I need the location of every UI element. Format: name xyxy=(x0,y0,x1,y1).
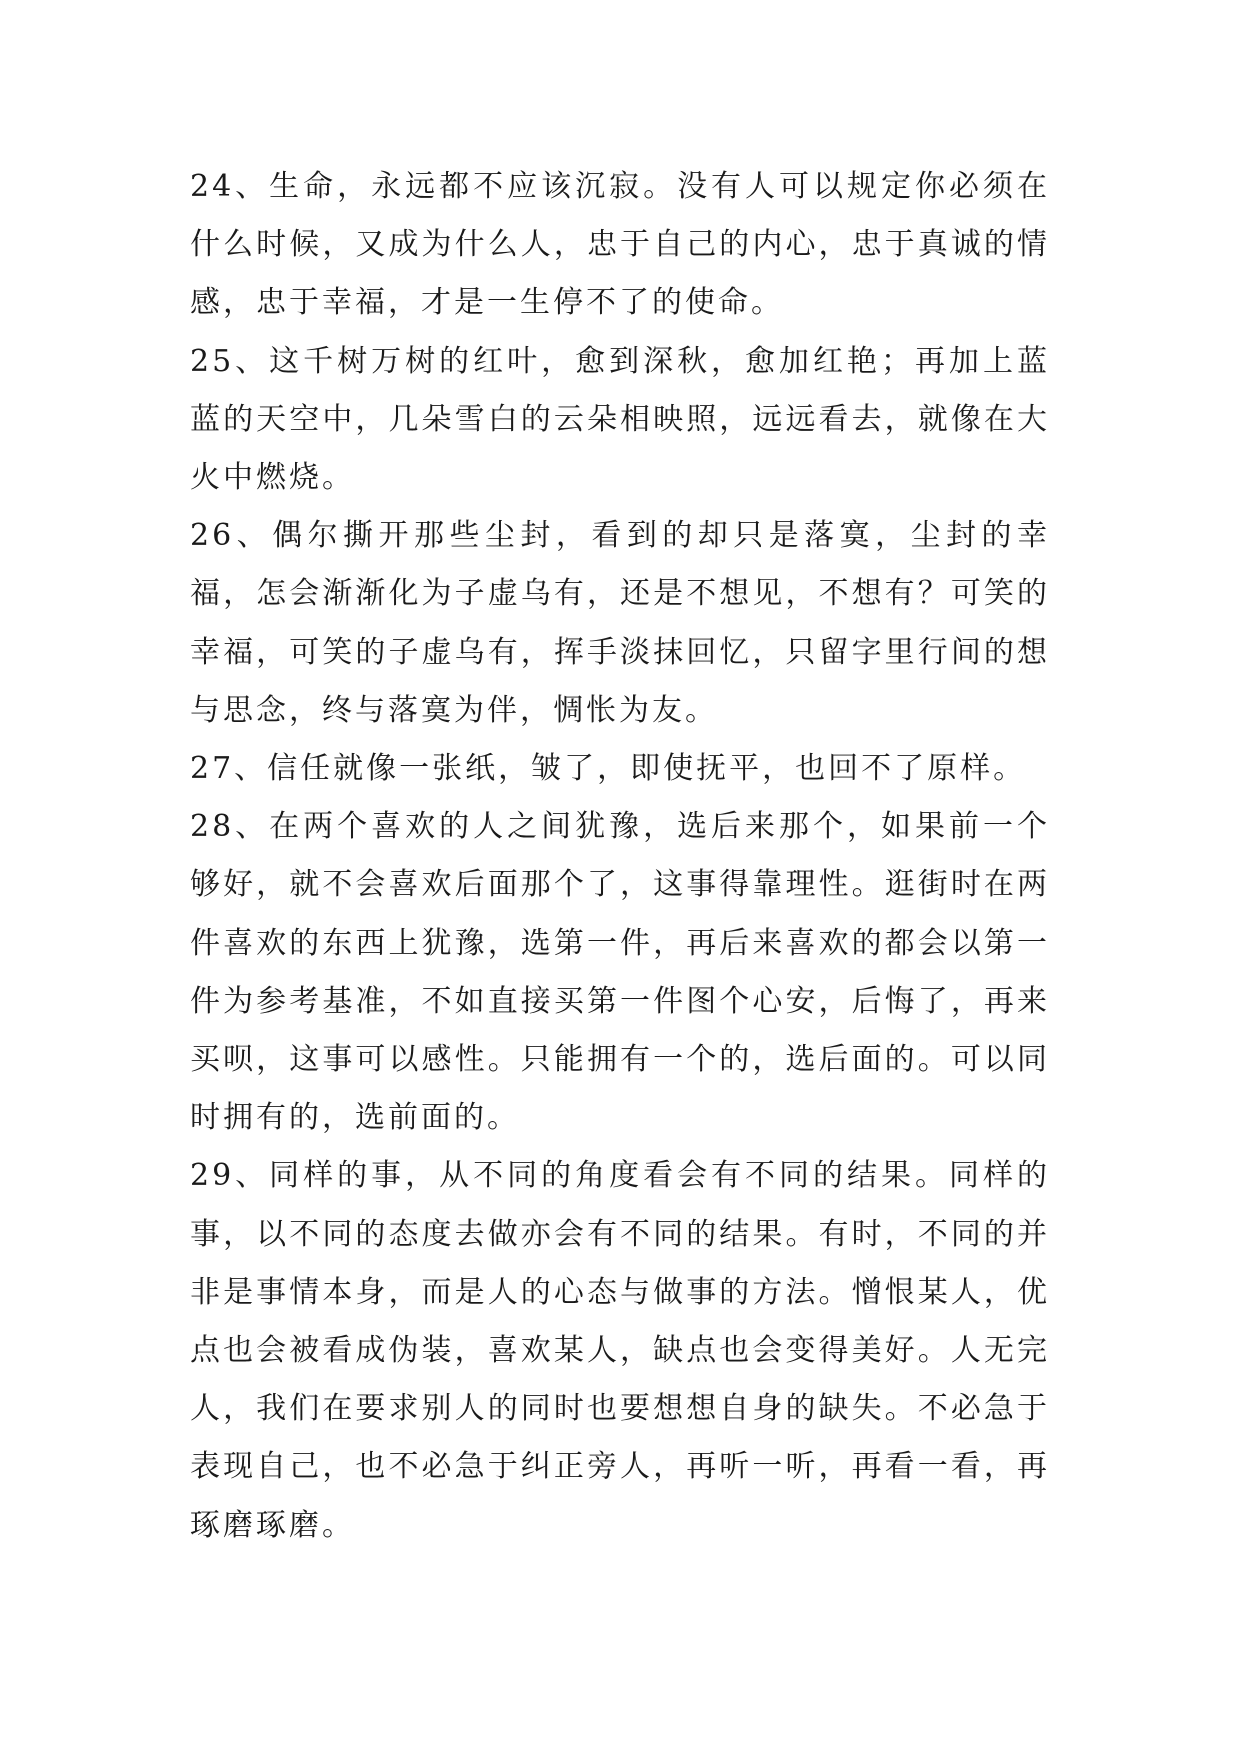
paragraph-27: 27、信任就像一张纸，皱了，即使抚平，也回不了原样。 xyxy=(190,751,1027,787)
paragraph-29: 29、同样的事，从不同的角度看会有不同的结果。同样的事，以不同的态度去做亦会有不同的结果。有时，不同的并非是事情本身，而是人的心态与做事的方法。憎恨某人，优点也会被看成伪装，喜欢某人，缺点也会变得美好。人无完人，我们在要求别人的同时也要想想自身的缺失。不必急于表现自己，也不必急于纠正旁人，再听一听，再看一看，再琢磨琢磨。 xyxy=(190,1158,1050,1543)
paragraph-25: 25、这千树万树的红叶，愈到深秋，愈加红艳；再加上蓝蓝的天空中，几朵雪白的云朵相映照，远远看去，就像在大火中燃烧。 xyxy=(190,343,1050,496)
paragraph-28: 28、在两个喜欢的人之间犹豫，选后来那个，如果前一个够好，就不会喜欢后面那个了，这事得靠理性。逛街时在两件喜欢的东西上犹豫，选第一件，再后来喜欢的都会以第一件为参考基准，不如直接买第一件图个心安，后悔了，再来买呗，这事可以感性。只能拥有一个的，选后面的。可以同时拥有的，选前面的。 xyxy=(190,809,1050,1136)
paragraph-26: 26、偶尔撕开那些尘封，看到的却只是落寞，尘封的幸福，怎会渐渐化为子虚乌有，还是不想见，不想有？可笑的幸福，可笑的子虚乌有，挥手淡抹回忆，只留字里行间的想与思念，终与落寞为伴，惆怅为友。 xyxy=(190,518,1050,728)
document-body xyxy=(190,158,1050,1555)
paragraph-24: 24、生命，永远都不应该沉寂。没有人可以规定你必须在什么时候，又成为什么人，忠于自己的内心，忠于真诚的情感，忠于幸福，才是一生停不了的使命。 xyxy=(190,169,1050,321)
